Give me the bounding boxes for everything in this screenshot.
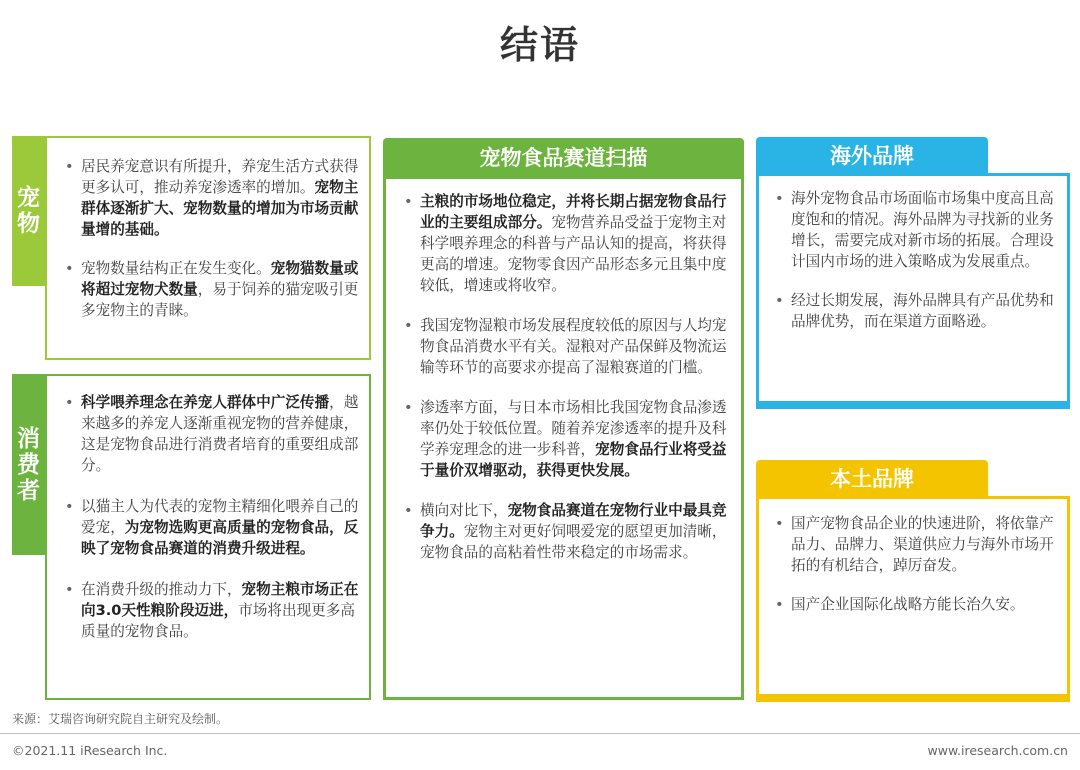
text-segment: ，越来越多的养宠人逐渐重视宠物的营养健康，这是宠物食品进行消费者培育的重要组成部分。 — [81, 394, 359, 474]
consumer-label-char: 者 — [17, 477, 40, 504]
consumer-bullet-list — [59, 392, 359, 642]
overseas-brands-box — [756, 173, 1070, 409]
text-segment: 市场将出现更多高质量的宠物食品。 — [81, 602, 355, 640]
pet-food-track-heading: 宠物食品赛道扫描 — [383, 138, 744, 176]
text-segment: 渗透率方面，与日本市场相比我国宠物食品渗透率仍处于较低位置。随着养宠渗透率的提升及科学养宠理念的进一步科普， — [420, 399, 727, 458]
list-item — [398, 315, 729, 378]
list-item — [398, 191, 729, 296]
text-segment: 在消费升级的推动力下， — [81, 581, 242, 598]
text-segment: 国产企业国际化战略方能长治久安。 — [791, 596, 1025, 613]
consumer-box — [45, 374, 371, 700]
consumer-label-tab — [12, 374, 45, 555]
list-item — [398, 397, 729, 481]
pet-label-char: 物 — [17, 211, 40, 237]
text-segment: 海外宠物食品市场面临市场集中度高且高度饱和的情况。海外品牌为寻找新的业务增长，需要完成对新市场的拓展。合理设计国内市场的进入策略成为发展重点。 — [791, 190, 1054, 270]
text-segment: 宠物主对更好饲喂爱宠的愿望更加清晰，宠物食品的高粘着性带来稳定的市场需求。 — [420, 523, 727, 561]
pet-label-char: 宠 — [17, 185, 40, 211]
overseas-brands-bullet-list — [769, 188, 1057, 332]
bold-text: 主粮的市场地位稳定，并将长期占据宠物食品行业的主要组成部分。 — [420, 193, 727, 231]
list-item — [769, 513, 1057, 576]
local-brands-heading: 本土品牌 — [756, 460, 988, 496]
list-item — [769, 290, 1057, 332]
list-item — [59, 258, 359, 321]
list-item — [59, 579, 359, 642]
local-brands-box — [756, 496, 1070, 702]
text-segment: 横向对比下， — [420, 502, 508, 519]
footer-divider — [0, 733, 1080, 734]
text-segment: 以猫主人为代表的宠物主精细化喂养自己的爱宠， — [81, 498, 359, 536]
pet-bullet-list — [59, 156, 359, 321]
pet-box — [45, 136, 371, 360]
bold-text: 宠物主粮市场正在向3.0天性粮阶段迈进， — [81, 581, 359, 619]
text-segment: 经过长期发展，海外品牌具有产品优势和品牌优势，而在渠道方面略逊。 — [791, 292, 1054, 330]
local-brands-bullet-list — [769, 513, 1057, 615]
bold-text: 宠物食品行业将受益于量价双增驱动，获得更快发展。 — [420, 441, 727, 479]
consumer-label-char: 消 — [17, 425, 40, 452]
website-url: www.iresearch.com.cn — [927, 743, 1068, 758]
text-segment: 宠物数量结构正在发生变化。 — [81, 260, 271, 277]
page-title: 结语 — [499, 23, 580, 67]
bold-text: 宠物主群体逐渐扩大、宠物数量的增加为市场贡献量增的基础。 — [81, 179, 359, 238]
text-segment: 我国宠物湿粮市场发展程度较低的原因与人均宠物食品消费水平有关。湿粮对产品保鲜及物流运输等环节的高要求亦提高了湿粮赛道的门槛。 — [420, 317, 727, 376]
text-segment: 居民养宠意识有所提升，养宠生活方式获得更多认可，推动养宠渗透率的增加。 — [81, 158, 359, 196]
bold-text: 宠物食品赛道在宠物行业中最具竞争力。 — [420, 502, 727, 540]
list-item — [59, 496, 359, 559]
pet-food-track-bullet-list — [398, 191, 729, 563]
bold-text: 宠物猫数量或将超过宠物犬数量 — [81, 260, 359, 298]
text-segment: 宠物营养品受益于宠物主对科学喂养理念的科普与产品认知的提高，将获得更高的增速。宠物零食因产品形态多元且集中度较低，增速或将收窄。 — [420, 214, 727, 294]
list-item — [398, 500, 729, 563]
pet-food-track-box — [383, 176, 744, 700]
copyright: ©2021.11 iResearch Inc. — [12, 743, 168, 758]
text-segment: 国产宠物食品企业的快速进阶，将依靠产品力、品牌力、渠道供应力与海外市场开拓的有机结合，踔厉奋发。 — [791, 515, 1054, 574]
pet-label-tab — [12, 136, 45, 286]
list-item — [59, 156, 359, 240]
source-note: 来源：艾瑞咨询研究院自主研究及绘制。 — [12, 712, 229, 726]
bold-text: 为宠物选购更高质量的宠物食品，反映了宠物食品赛道的消费升级进程。 — [81, 519, 359, 557]
bold-text: 科学喂养理念在养宠人群体中广泛传播 — [81, 394, 330, 411]
list-item — [59, 392, 359, 476]
list-item — [769, 594, 1057, 615]
text-segment: ，易于饲养的猫宠吸引更多宠物主的青睐。 — [81, 281, 359, 319]
overseas-brands-heading: 海外品牌 — [756, 137, 988, 173]
consumer-label-char: 费 — [17, 451, 40, 478]
list-item — [769, 188, 1057, 272]
